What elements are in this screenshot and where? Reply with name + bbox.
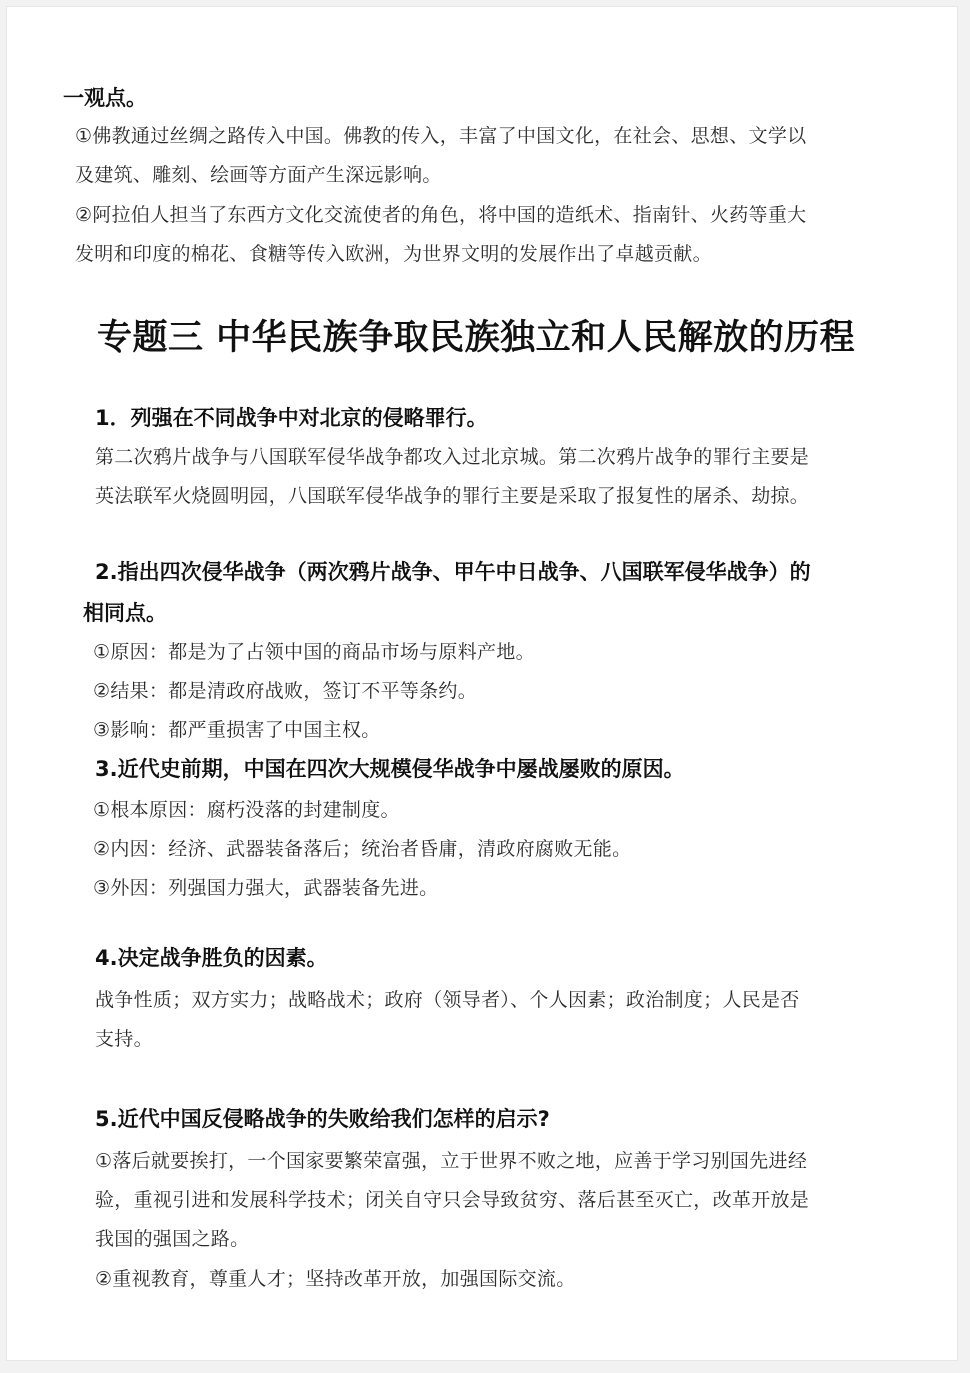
section-title: 相同点。 bbox=[83, 601, 167, 625]
section-title: 5.近代中国反侵略战争的失败给我们怎样的启示? bbox=[95, 1107, 550, 1131]
section-line: 验，重视引进和发展科学技术；闭关自守只会导致贫穷、落后甚至灭亡，改革开放是 bbox=[95, 1189, 810, 1211]
section-title: 3.近代史前期，中国在四次大规模侵华战争中屡战屡败的原因。 bbox=[95, 757, 685, 781]
intro-line: ②阿拉伯人担当了东西方文化交流使者的角色，将中国的造纸术、指南针、火药等重大 bbox=[75, 204, 807, 226]
section-line: ②内因：经济、武器装备落后；统治者昏庸，清政府腐败无能。 bbox=[93, 838, 632, 860]
intro-line: ①佛教通过丝绸之路传入中国。佛教的传入，丰富了中国文化，在社会、思想、文学以 bbox=[75, 125, 807, 147]
section-line: 我国的强国之路。 bbox=[95, 1228, 250, 1250]
section-line: ③影响：都严重损害了中国主权。 bbox=[93, 719, 381, 741]
section-line: 英法联军火烧圆明园，八国联军侵华战争的罪行主要是采取了报复性的屠杀、劫掠。 bbox=[95, 485, 810, 507]
section-title: 2.指出四次侵华战争（两次鸦片战争、甲午中日战争、八国联军侵华战争）的 bbox=[95, 560, 811, 584]
section-line: ①原因：都是为了占领中国的商品市场与原料产地。 bbox=[93, 641, 535, 663]
intro-line: 发明和印度的棉花、食糖等传入欧洲，为世界文明的发展作出了卓越贡献。 bbox=[75, 243, 712, 265]
document-page bbox=[6, 6, 958, 1361]
section-title: 1．列强在不同战争中对北京的侵略罪行。 bbox=[95, 406, 488, 430]
section-title: 4.决定战争胜负的因素。 bbox=[95, 946, 328, 970]
intro-heading-tail: 一观点。 bbox=[63, 86, 147, 110]
intro-line: 及建筑、雕刻、绘画等方面产生深远影响。 bbox=[75, 164, 442, 186]
section-line: 支持。 bbox=[95, 1028, 153, 1050]
section-line: ①根本原因：腐朽没落的封建制度。 bbox=[93, 799, 400, 821]
section-line: 第二次鸦片战争与八国联军侵华战争都攻入过北京城。第二次鸦片战争的罪行主要是 bbox=[95, 446, 810, 468]
section-line: ③外因：列强国力强大，武器装备先进。 bbox=[93, 877, 439, 899]
topic-title: 专题三 中华民族争取民族独立和人民解放的历程 bbox=[97, 318, 856, 358]
section-line: ②结果：都是清政府战败，签订不平等条约。 bbox=[93, 680, 478, 702]
section-line: ②重视教育，尊重人才；坚持改革开放，加强国际交流。 bbox=[95, 1268, 576, 1290]
section-line: ①落后就要挨打，一个国家要繁荣富强，立于世界不败之地，应善于学习别国先进经 bbox=[95, 1150, 808, 1172]
section-line: 战争性质；双方实力；战略战术；政府（领导者）、个人因素；政治制度；人民是否 bbox=[95, 989, 800, 1011]
